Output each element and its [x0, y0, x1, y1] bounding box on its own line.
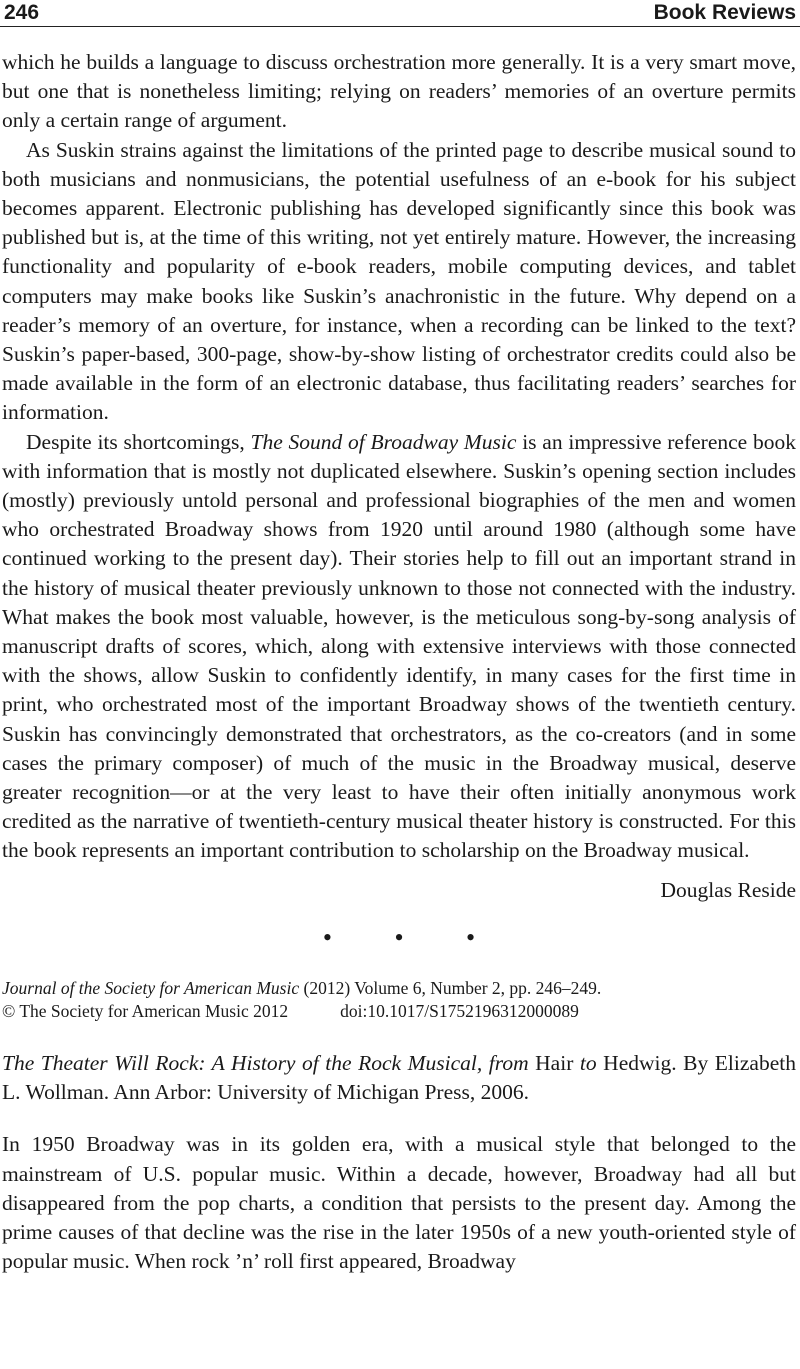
page-number: 246 [4, 1, 40, 24]
review-book-title [2, 1049, 796, 1107]
copyright-line: © The Society for American Music 2012 [2, 1000, 289, 1021]
running-header [0, 0, 800, 27]
book-title-to: to [573, 1050, 604, 1075]
article-body [2, 48, 796, 1276]
book-title-hair: Hair [535, 1050, 574, 1075]
paragraph-2: As Suskin strains against the limitations of the printed page to describe musical sound to both musicians and nonmusicians, the potential usefulness of an e-book for his subject becomes apparent. Electronic publishing has developed significantly since this book was published but is, at the time of this writing, not yet entirely mature. However, the increasing functionality and popularity of e-book readers, mobile computing devices, and tablet computers may make books like Suskin’s anachronistic in the future. Why depend on a reader’s memory of an overture, for instance, when a recording can be linked to the text? Suskin’s paper-based, 300-page, show-by-show listing of orchestrator credits could also be made available in the form of an electronic database, thus facilitating readers’ searches for information. [2, 137, 796, 425]
section-separator: • • • [322, 922, 504, 952]
paragraph-3-start: Despite its shortcomings, [26, 429, 251, 454]
journal-name: Journal of the Society for American Music [2, 977, 300, 998]
doi-link[interactable]: doi:10.1017/S1752196312000089 [340, 1000, 579, 1021]
section-title: Book Reviews [653, 1, 796, 24]
paragraph-3 [2, 428, 796, 866]
citation-details: (2012) Volume 6, Number 2, pp. 246–249. [299, 977, 602, 998]
book-title-reference: The Sound of Broadway Music [250, 429, 517, 454]
citation-block [2, 977, 796, 1023]
review-2-paragraph-1: In 1950 Broadway was in its golden era, with a musical style that belonged to the mainstream of U.S. popular music. Within a decade, however, Broadway had all but disappeared from the pop charts, a condition that persists to the present day. Among the prime causes of that decline was the rise in the later 1950s of a new youth-oriented style of popular music. When rock ’n’ roll first appeared, Broadway [2, 1132, 796, 1274]
book-title-part-1: The Theater Will Rock: A History of the Rock Musical, from [2, 1050, 536, 1075]
book-publication-info: . By Elizabeth L. Wollman. Ann Arbor: University of Michigan Press, 2006. [2, 1050, 796, 1105]
reviewer-signature: Douglas Reside [660, 877, 796, 902]
book-title-hedwig: Hedwig [603, 1050, 672, 1075]
paragraph-3-rest: is an impressive reference book with information that is mostly not duplicated elsewhere. Suskin’s opening section includes (mostly) previously untold personal and professional biographies of the men and women who orchestrated Broadway shows from 1920 until around 1980 (although some have continued working to the present day). Their stories help to fill out an important strand in the history of musical theater previously unknown to those not connected with the industry. What makes the book most valuable, however, is the meticulous song-by-song analysis of manuscript drafts of scores, which, along with extensive interviews with those connected with the shows, allow Suskin to confidently identify, in many cases for the first time in print, who orchestrated most of the important Broadway shows of the twentieth century. Suskin has convincingly demonstrated that orchestrators, as the co-creators (and in some cases the primary composer) of much of the music in the Broadway musical, deserve greater recognition—or at the very least to have their often initially anonymous work credited as the narrative of twentieth-century musical theater history is constructed. For this the book represents an important contribution to scholarship on the Broadway musical. [2, 429, 796, 863]
paragraph-1: which he builds a language to discuss orchestration more generally. It is a very smart move, but one that is nonetheless limiting; relying on readers’ memories of an overture permits only a certain range of argument. [2, 50, 796, 133]
